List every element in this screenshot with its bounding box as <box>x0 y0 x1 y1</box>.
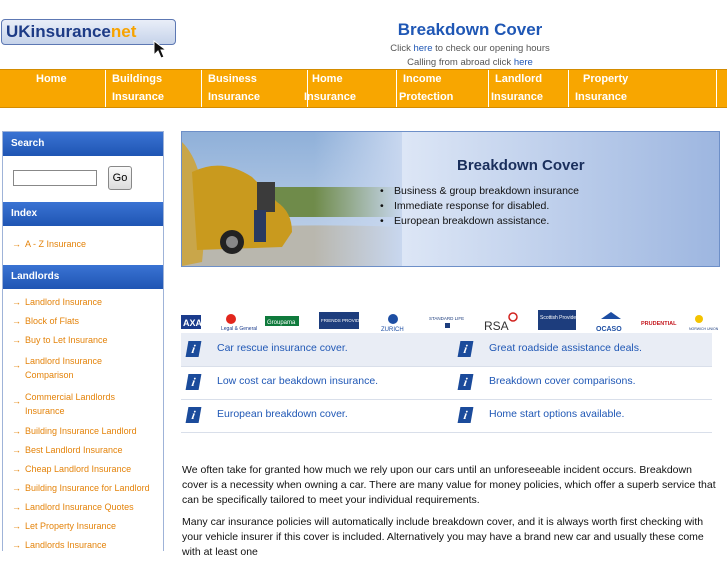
nav-property-insurance[interactable]: Property Insurance <box>568 70 716 107</box>
svg-text:FRIENDS PROVIDENT: FRIENDS PROVIDENT <box>321 318 369 323</box>
arrow-right-icon: → <box>12 521 21 531</box>
search-panel <box>3 156 163 202</box>
friends-provident-logo <box>319 312 369 329</box>
arrow-right-icon: → <box>12 445 21 455</box>
arrow-right-icon: → <box>12 239 21 249</box>
landlord-link[interactable]: → Landlord Insurance Quotes <box>12 502 134 512</box>
banner-title: Breakdown Cover <box>457 157 585 174</box>
info-icon: i <box>186 374 202 390</box>
nav-income-protection[interactable]: Income Protection <box>396 70 488 107</box>
banner-bullets <box>380 184 579 229</box>
mouse-cursor-icon <box>152 40 170 60</box>
scottish-provident-logo <box>538 310 581 330</box>
legal-general-logo <box>221 314 257 332</box>
svg-text:Legal & General: Legal & General <box>221 326 258 332</box>
index-heading: Index <box>3 202 163 226</box>
axa-logo <box>181 315 203 329</box>
info-icon: i <box>458 374 474 390</box>
svg-text:RSA: RSA <box>484 319 509 333</box>
svg-text:Scottish Provident: Scottish Provident <box>540 315 581 321</box>
groupama-logo <box>265 316 299 326</box>
feature-row: i Car rescue insurance cover. i Great roadside assistance deals. <box>181 333 712 367</box>
svg-text:AXA: AXA <box>183 318 203 328</box>
svg-text:STANDARD LIFE: STANDARD LIFE <box>429 316 465 321</box>
site-logo[interactable] <box>1 19 176 45</box>
info-icon: i <box>458 341 474 357</box>
standard-life-logo <box>429 316 464 328</box>
arrow-right-icon: → <box>12 464 21 474</box>
landlord-link[interactable]: → Landlords Insurance <box>12 540 107 550</box>
rsa-logo <box>484 313 517 333</box>
nav-divider <box>716 70 727 107</box>
feature-row: i Low cost car beakdown insurance. i Breakdown cover comparisons. <box>181 366 712 400</box>
breakdown-car-photo <box>182 132 402 266</box>
index-list <box>3 226 163 265</box>
zurich-logo <box>381 314 404 333</box>
logo-text-net: net <box>110 22 137 41</box>
index-item-a-z-insurance[interactable]: → A - Z Insurance <box>12 239 87 249</box>
search-heading: Search <box>3 132 163 156</box>
landlord-link[interactable]: → Block of Flats <box>12 316 80 326</box>
landlord-link[interactable]: → Landlord Insurance <box>12 297 103 307</box>
second-paragraph: Many car insurance policies will automatically include breakdown cover, and it is always worth first checking with your vehicle insurer if this cover is included. Alternatively you may have a brand new car and usually these come with at least one <box>182 516 704 558</box>
svg-text:PRUDENTIAL: PRUDENTIAL <box>641 321 677 327</box>
landlord-link[interactable]: → Let Property Insurance <box>12 521 117 531</box>
nav-business-insurance[interactable]: Business Insurance <box>201 70 307 107</box>
sidebar <box>2 131 164 551</box>
svg-text:NORWICH UNION: NORWICH UNION <box>689 327 719 331</box>
info-icon: i <box>186 407 202 423</box>
intro-paragraph: We often take for granted how much we rely upon our cars until an unforeseeable incident occurs. Breakdown cover is a necessity when owning a car. There are many value for money policies, which offer a superb service that can be specifically tailored to meet your individual requirements. <box>182 464 716 506</box>
nav-home[interactable]: Home <box>36 73 67 85</box>
prudential-logo <box>641 321 677 327</box>
opening-hours-link[interactable]: here <box>413 43 433 54</box>
page-title: Breakdown Cover <box>397 20 543 39</box>
arrow-right-icon: → <box>12 316 21 326</box>
calling-abroad-line: Calling from abroad click here <box>407 57 533 68</box>
info-icon: i <box>186 341 202 357</box>
landlords-heading: Landlords <box>3 265 163 289</box>
feature-row: i European breakdown cover. i Home start options available. <box>181 399 712 433</box>
search-input[interactable] <box>13 170 97 186</box>
opening-hours-line: Click here to check our opening hours <box>390 43 550 54</box>
landlord-link[interactable]: → Building Insurance Landlord <box>12 426 137 436</box>
arrow-right-icon: → <box>12 335 21 345</box>
landlord-link[interactable]: → Commercial Landlords Insurance <box>12 392 116 416</box>
logo-text-uk: UKinsurance <box>6 22 111 41</box>
landlords-list <box>3 289 163 565</box>
banner-bullet: • Immediate response for disabled. <box>380 199 579 214</box>
banner-bullet: • European breakdown assistance. <box>380 214 579 229</box>
nav-landlord-insurance[interactable]: Landlord Insurance <box>488 70 568 107</box>
landlord-link[interactable]: → Landlord Insurance Comparison <box>12 356 103 380</box>
ocaso-logo <box>596 312 622 333</box>
svg-text:ZURICH: ZURICH <box>381 327 404 333</box>
search-go-button[interactable]: Go <box>108 166 132 190</box>
arrow-right-icon: → <box>12 483 21 493</box>
landlord-link[interactable]: → Cheap Landlord Insurance <box>12 464 132 474</box>
features-grid <box>181 333 712 433</box>
landlord-link[interactable]: → Buy to Let Insurance <box>12 335 108 345</box>
hero-banner <box>181 131 720 267</box>
banner-bullet: • Business & group breakdown insurance <box>380 184 579 199</box>
nav-home-insurance[interactable]: Home Insurance <box>307 70 396 107</box>
insurer-logos-strip <box>181 309 719 334</box>
main-nav <box>0 69 727 108</box>
landlord-link[interactable]: → Building Insurance for Landlord <box>12 483 150 493</box>
arrow-right-icon: → <box>12 360 21 370</box>
svg-text:OCASO: OCASO <box>596 326 622 333</box>
info-icon: i <box>458 407 474 423</box>
arrow-right-icon: → <box>12 426 21 436</box>
nav-buildings-insurance[interactable]: Buildings Insurance <box>105 70 201 107</box>
norwich-union-logo <box>689 315 719 331</box>
svg-text:Groupama: Groupama <box>267 320 296 326</box>
arrow-right-icon: → <box>12 540 21 550</box>
arrow-right-icon: → <box>12 297 21 307</box>
arrow-right-icon: → <box>12 396 21 406</box>
calling-abroad-link[interactable]: here <box>513 57 533 68</box>
arrow-right-icon: → <box>12 502 21 512</box>
landlord-link[interactable]: → Best Landlord Insurance <box>12 445 123 455</box>
